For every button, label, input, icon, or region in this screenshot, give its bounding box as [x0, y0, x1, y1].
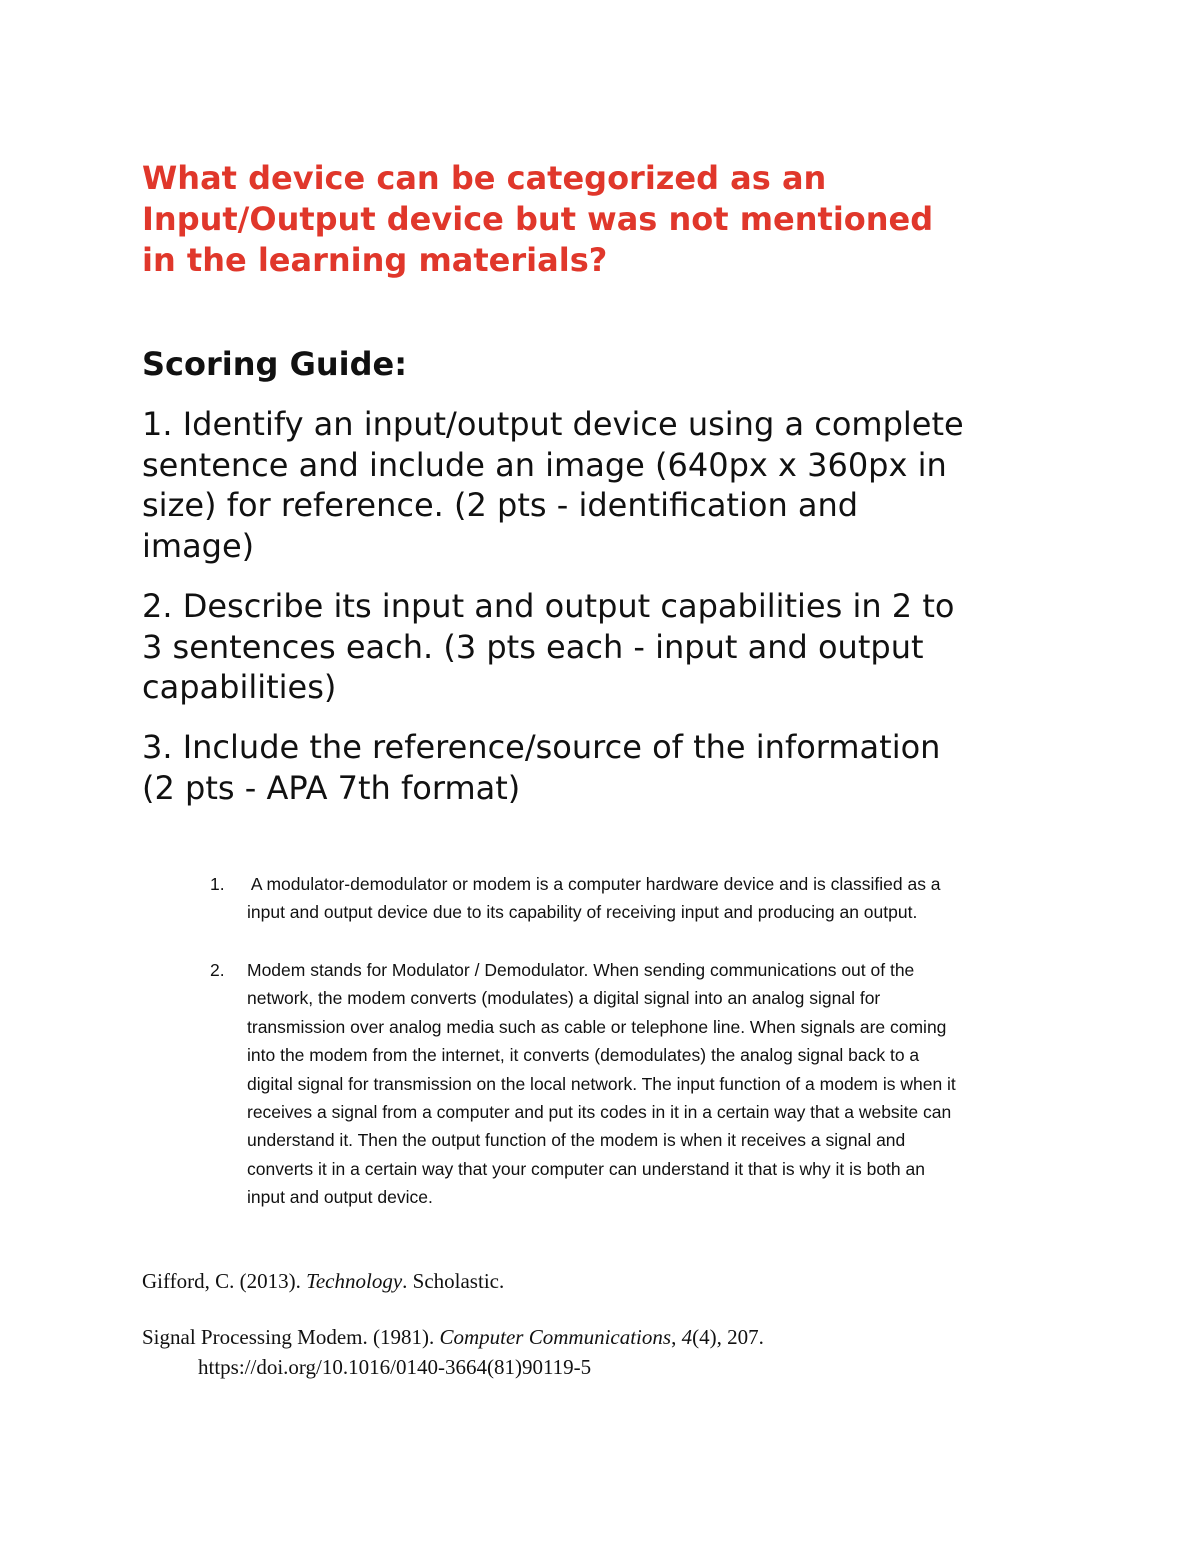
reference-2 [142, 1322, 764, 1382]
answer-line: receives a signal from a computer and put its codes in it in a certain way that a website can [247, 1102, 952, 1123]
answer-line: transmission over analog media such as cable or telephone line. When signals are coming [247, 1016, 947, 1037]
answer-line: input and output device. [247, 1187, 433, 1208]
scoring-guide-item-3 [142, 727, 1102, 808]
guide-line: capabilities) [142, 668, 337, 707]
guide-line: (2 pts - APA 7th format) [142, 768, 521, 807]
answer-line: A modulator-demodulator or modem is a computer hardware device and is classified as a [247, 874, 941, 894]
answer-line: network, the modem converts (modulates) a digital signal into an analog signal for [247, 988, 881, 1009]
answer-line: understand it. Then the output function of the modem is when it receives a signal and [247, 1130, 906, 1151]
answer-text [247, 870, 941, 927]
answer-number: 1. [210, 874, 225, 894]
reference-volume: 4 [681, 1325, 693, 1349]
reference-1 [142, 1266, 504, 1296]
answer-line: converts it in a certain way that your computer can understand it that is why it is both an [247, 1158, 925, 1179]
reference-text: . Scholastic. [402, 1269, 505, 1293]
guide-line: 3. Include the reference/source of the information [142, 728, 941, 766]
scoring-guide-title: Scoring Guide: [142, 345, 407, 383]
scoring-guide-item-2 [142, 586, 1102, 708]
guide-line: 1. Identify an input/output device using a complete [142, 405, 964, 443]
question-line: in the learning materials? [142, 241, 608, 279]
guide-line: size) for reference. (2 pts - identification and [142, 486, 859, 525]
question-line: Input/Output device but was not mentioned [142, 200, 934, 238]
reference-journal: Computer Communications [439, 1325, 672, 1349]
question-heading [142, 158, 1102, 281]
answer-line: digital signal for transmission on the local network. The input function of a modem is when it [247, 1073, 956, 1094]
guide-line: 2. Describe its input and output capabilities in 2 to [142, 587, 955, 625]
reference-doi-link[interactable]: https://doi.org/10.1016/0140-3664(81)90119-5 [198, 1355, 592, 1379]
guide-line: image) [142, 526, 255, 565]
reference-text: Signal Processing Modem. (1981). [142, 1325, 440, 1349]
guide-line: 3 sentences each. (3 pts each - input and output [142, 627, 924, 666]
guide-line: sentence and include an image (640px x 360px in [142, 445, 947, 484]
answer-line: input and output device due to its capability of receiving input and producing an output. [247, 902, 918, 923]
answer-item-2 [210, 956, 1080, 1216]
scoring-guide-item-1 [142, 404, 1102, 566]
answer-line: into the modem from the internet, it converts (demodulates) the analog signal back to a [247, 1045, 920, 1066]
reference-text: Gifford, C. (2013). [142, 1269, 307, 1293]
answer-line: Modem stands for Modulator / Demodulator. When sending communications out of the [247, 960, 915, 980]
question-line: What device can be categorized as an [142, 159, 827, 197]
reference-text: (4), 207. [692, 1325, 764, 1349]
answer-text [247, 956, 956, 1212]
reference-text: , [671, 1325, 682, 1349]
answer-item-1 [210, 870, 1080, 930]
answer-number: 2. [210, 960, 225, 980]
reference-title: Technology [306, 1269, 403, 1293]
